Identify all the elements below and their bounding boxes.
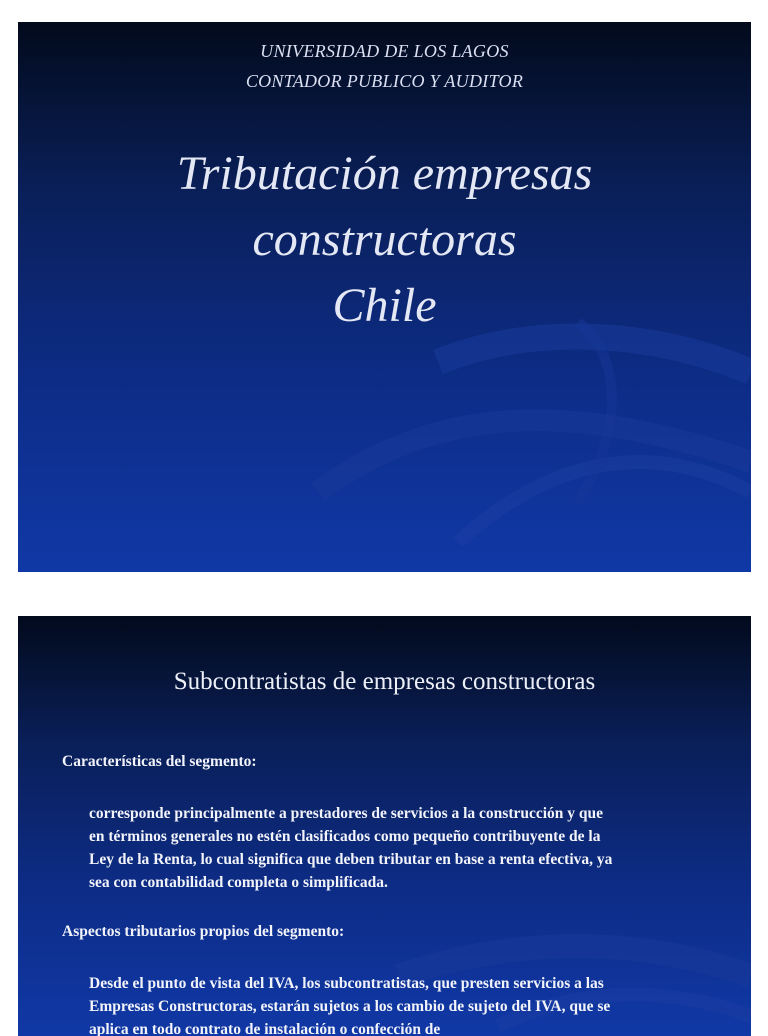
paragraph-line: aplica en todo contrato de instalación o confección de <box>89 1021 441 1036</box>
slide-title-line-3: Chile <box>332 279 437 332</box>
paragraph-line: en términos generales no estén clasificados como pequeño contribuyente de la <box>89 828 601 845</box>
section-heading: Aspectos tributarios propios del segmento: <box>62 923 345 940</box>
paragraph-line: Desde el punto de vista del IVA, los subcontratistas, que presten servicios a las <box>89 975 604 992</box>
paragraph-line: corresponde principalmente a prestadores de servicios a la construcción y que <box>89 805 604 822</box>
content-slide <box>18 616 751 1036</box>
university-name: UNIVERSIDAD DE LOS LAGOS <box>260 41 509 61</box>
paragraph-line: sea con contabilidad completa o simplificada. <box>89 874 388 891</box>
slide-title: Subcontratistas de empresas constructoras <box>173 668 596 695</box>
paragraph-line: Ley de la Renta, lo cual significa que deben tributar en base a renta efectiva, ya <box>89 851 613 868</box>
section-heading: Características del segmento: <box>62 753 257 770</box>
paragraph-line: Empresas Constructoras, estarán sujetos a los cambio de sujeto del IVA, que se <box>89 998 611 1015</box>
slide-title-line-1: Tributación empresas <box>176 147 593 200</box>
slide-title-line-2: constructoras <box>252 213 517 266</box>
title-slide <box>18 22 751 572</box>
program-name: CONTADOR PUBLICO Y AUDITOR <box>245 71 524 91</box>
